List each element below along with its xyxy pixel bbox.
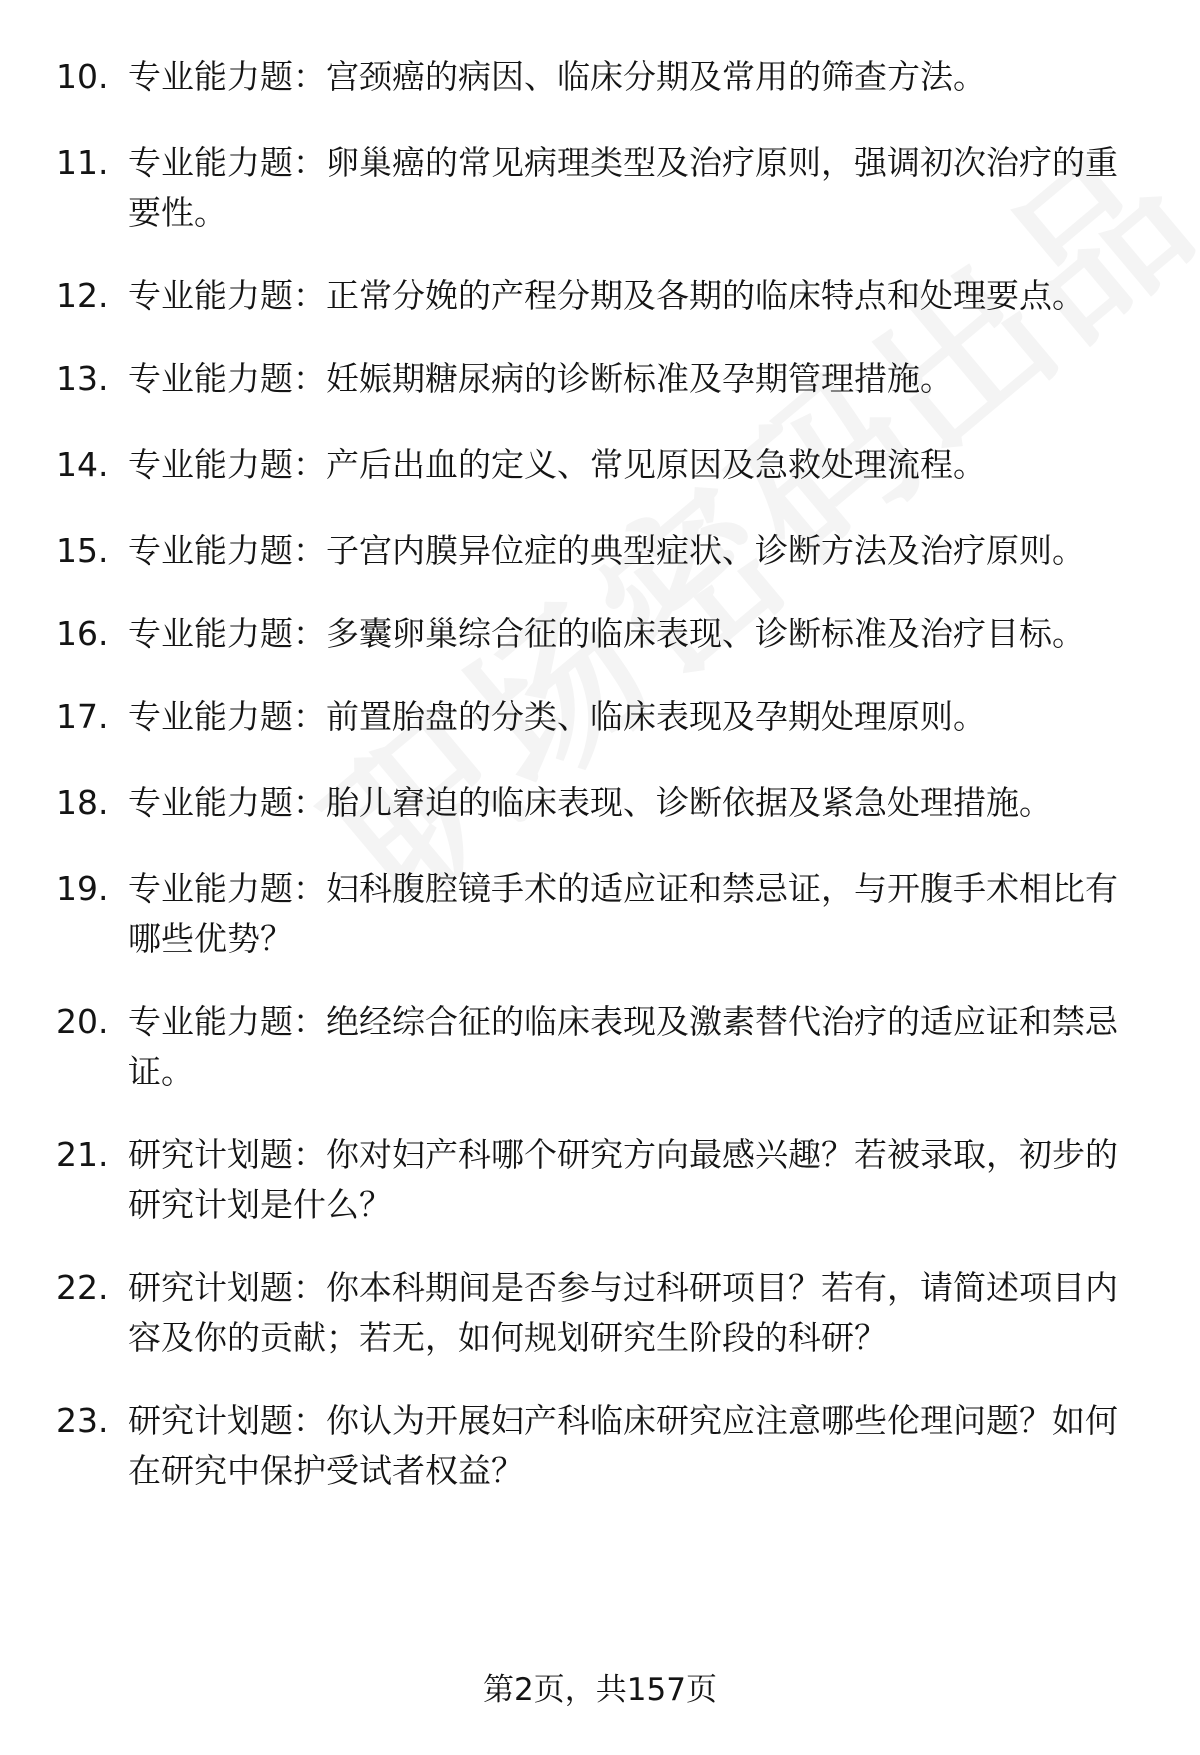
- question-text: 专业能力题：子宫内膜异位症的典型症状、诊断方法及治疗原则。: [128, 531, 1085, 570]
- question-number: 17.: [56, 697, 109, 736]
- question-item: [56, 778, 1146, 828]
- question-text: 专业能力题：妊娠期糖尿病的诊断标准及孕期管理措施。: [128, 359, 953, 398]
- question-number: 15.: [56, 531, 109, 570]
- question-number: 20.: [56, 1002, 109, 1041]
- question-number: 11.: [56, 143, 109, 182]
- question-item: [56, 997, 1146, 1097]
- question-text: 专业能力题：产后出血的定义、常见原因及急救处理流程。: [128, 445, 986, 484]
- question-text: 专业能力题：正常分娩的产程分期及各期的临床特点和处理要点。: [128, 276, 1085, 315]
- question-text: 研究计划题：你本科期间是否参与过科研项目？若有，请简述项目内容及你的贡献；若无，如何规划研究生阶段的科研？: [128, 1268, 1118, 1357]
- question-item: [56, 864, 1146, 964]
- question-text: 专业能力题：胎儿窘迫的临床表现、诊断依据及紧急处理措施。: [128, 783, 1052, 822]
- question-item: [56, 440, 1146, 490]
- question-text: 专业能力题：卵巢癌的常见病理类型及治疗原则，强调初次治疗的重要性。: [128, 143, 1118, 232]
- question-number: 10.: [56, 57, 109, 96]
- question-item: [56, 692, 1146, 742]
- question-item: [56, 526, 1146, 576]
- question-number: 13.: [56, 359, 109, 398]
- question-number: 21.: [56, 1135, 109, 1174]
- question-item: [56, 1263, 1146, 1363]
- question-number: 14.: [56, 445, 109, 484]
- question-text: 专业能力题：前置胎盘的分类、临床表现及孕期处理原则。: [128, 697, 986, 736]
- page-footer: [0, 1670, 1200, 1710]
- question-number: 18.: [56, 783, 109, 822]
- question-list: [56, 52, 1146, 1529]
- question-number: 12.: [56, 276, 109, 315]
- question-number: 22.: [56, 1268, 109, 1307]
- question-text: 专业能力题：多囊卵巢综合征的临床表现、诊断标准及治疗目标。: [128, 614, 1085, 653]
- question-item: [56, 138, 1146, 238]
- question-number: 16.: [56, 614, 109, 653]
- question-number: 23.: [56, 1401, 109, 1440]
- question-number: 19.: [56, 869, 109, 908]
- question-item: [56, 271, 1146, 321]
- question-item: [56, 1130, 1146, 1230]
- question-text: 研究计划题：你对妇产科哪个研究方向最感兴趣？若被录取，初步的研究计划是什么？: [128, 1135, 1118, 1224]
- question-text: 专业能力题：宫颈癌的病因、临床分期及常用的筛查方法。: [128, 57, 986, 96]
- question-item: [56, 1396, 1146, 1496]
- question-text: 专业能力题：绝经综合征的临床表现及激素替代治疗的适应证和禁忌证。: [128, 1002, 1118, 1091]
- question-item: [56, 354, 1146, 404]
- question-text: 研究计划题：你认为开展妇产科临床研究应注意哪些伦理问题？如何在研究中保护受试者权益？: [128, 1401, 1118, 1490]
- question-item: [56, 52, 1146, 102]
- page-number-label: 第2页，共157页: [483, 1672, 717, 1708]
- question-item: [56, 609, 1146, 659]
- question-text: 专业能力题：妇科腹腔镜手术的适应证和禁忌证，与开腹手术相比有哪些优势？: [128, 869, 1118, 958]
